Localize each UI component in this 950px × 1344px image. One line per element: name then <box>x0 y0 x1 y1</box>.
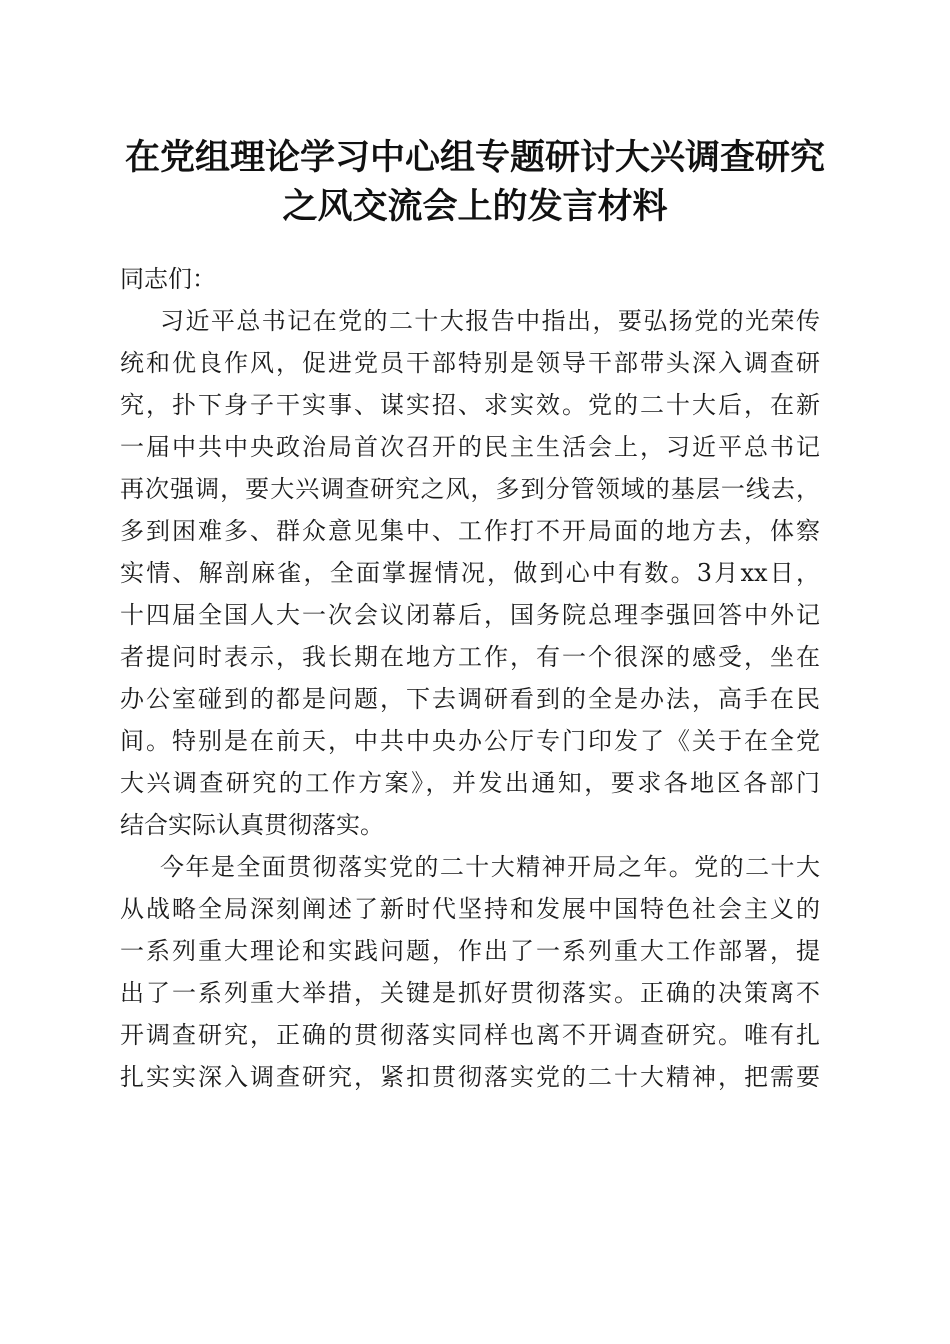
title-line-2: 之风交流会上的发言材料 <box>282 186 668 227</box>
text-line: 大兴调查研究的工作方案》，并发出通知，要求各地区各部门 <box>120 769 820 797</box>
text-line: 一系列重大理论和实践问题，作出了一系列重大工作部署，提 <box>120 937 820 965</box>
document-title <box>100 133 850 231</box>
text-line: 今年是全面贯彻落实党的二十大精神开局之年。党的二十大 <box>160 853 820 881</box>
text-line: 统和优良作风，促进党员干部特别是领导干部带头深入调查研 <box>120 349 820 377</box>
text-line: 出了一系列重大举措，关键是抓好贯彻落实。正确的决策离不 <box>120 979 820 1007</box>
text-line: 一届中共中央政治局首次召开的民主生活会上，习近平总书记 <box>120 433 820 461</box>
text-line: 者提问时表示，我长期在地方工作，有一个很深的感受，坐在 <box>120 643 820 671</box>
text-line: 实情、解剖麻雀，全面掌握情况，做到心中有数。3月xx日， <box>120 559 820 587</box>
text-line: 再次强调，要大兴调查研究之风，多到分管领域的基层一线去， <box>120 475 820 503</box>
document-body <box>120 258 820 1098</box>
text-line: 扎实实深入调查研究，紧扣贯彻落实党的二十大精神，把需要 <box>120 1063 820 1091</box>
title-line-1: 在党组理论学习中心组专题研讨大兴调查研究 <box>124 137 825 178</box>
text-line: 十四届全国人大一次会议闭幕后，国务院总理李强回答中外记 <box>120 601 820 629</box>
text-line: 开调查研究，正确的贯彻落实同样也离不开调查研究。唯有扎 <box>120 1021 820 1049</box>
text-line: 从战略全局深刻阐述了新时代坚持和发展中国特色社会主义的 <box>120 895 820 923</box>
text-line: 结合实际认真贯彻落实。 <box>120 811 384 839</box>
text-line: 究，扑下身子干实事、谋实招、求实效。党的二十大后，在新 <box>120 391 820 419</box>
text-line: 办公室碰到的都是问题，下去调研看到的全是办法，高手在民 <box>120 685 820 713</box>
text-line: 间。特别是在前天，中共中央办公厅专门印发了《关于在全党 <box>120 727 820 755</box>
salutation: 同志们： <box>120 265 216 293</box>
text-line: 习近平总书记在党的二十大报告中指出，要弘扬党的光荣传 <box>160 307 820 335</box>
paragraph-1 <box>120 300 820 846</box>
text-line: 多到困难多、群众意见集中、工作打不开局面的地方去，体察 <box>120 517 820 545</box>
paragraph-2 <box>120 846 820 1098</box>
